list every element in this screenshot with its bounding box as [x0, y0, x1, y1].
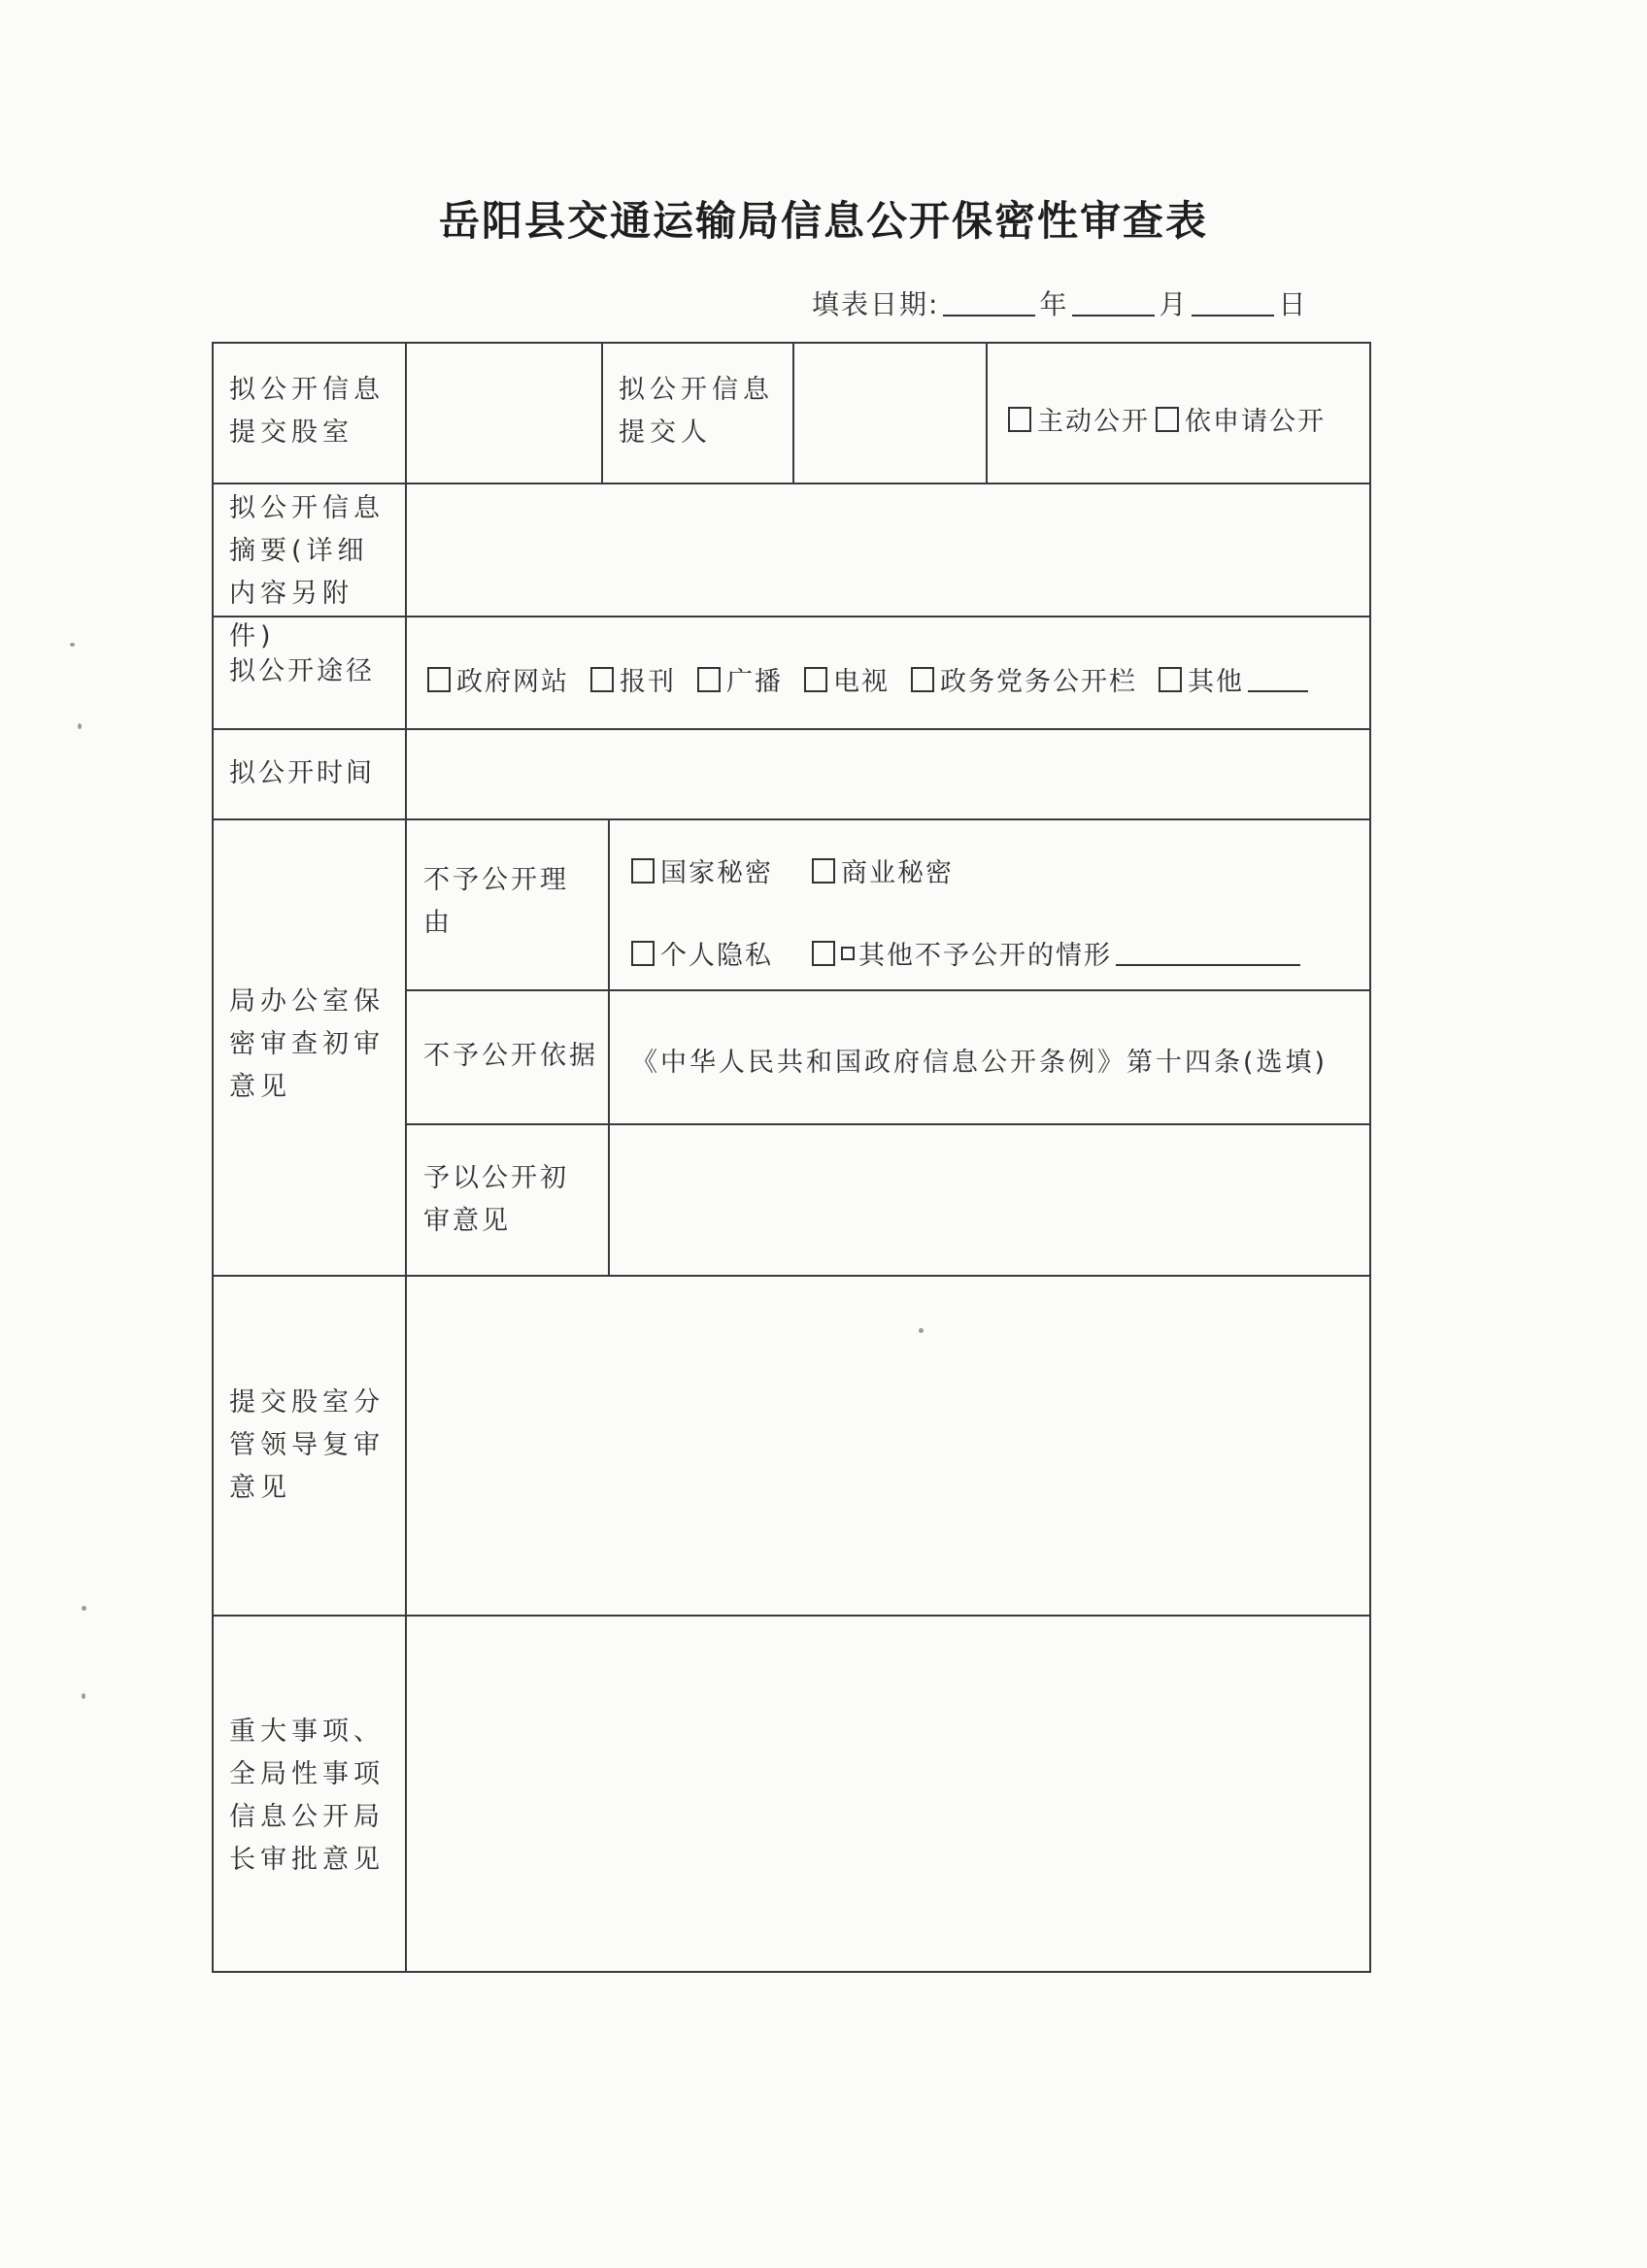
director-approval-field[interactable] [408, 1617, 1367, 1969]
channel-checkbox[interactable] [1159, 667, 1182, 692]
other-reason-inline-box [841, 947, 855, 960]
fill-date-label: 填表日期: [812, 288, 940, 320]
row-divider [212, 818, 1371, 820]
director-approval-label: 重大事项、全局性事项信息公开局长审批意见 [229, 1717, 385, 1875]
other-reason-checkbox[interactable] [812, 941, 835, 966]
other-channel-blank[interactable] [1248, 688, 1308, 692]
submitter-field[interactable] [794, 344, 985, 482]
reason-option[interactable] [631, 851, 954, 889]
year-label: 年 [1039, 288, 1069, 320]
approve-review-field[interactable] [611, 1125, 1367, 1273]
table-border-right [1369, 342, 1371, 1973]
publish-time-label: 拟公开时间 [229, 758, 375, 788]
no-publish-basis-label: 不予公开依据 [423, 1041, 598, 1071]
submit-dept-field[interactable] [408, 344, 600, 482]
channel-option-label: 报刊 [620, 667, 676, 697]
reason-label: 商业秘密 [841, 858, 954, 888]
state-secret-checkbox[interactable] [631, 858, 655, 884]
business-secret-checkbox[interactable] [812, 858, 835, 884]
approve-review-label: 予以公开初审意见 [423, 1163, 569, 1236]
basis-text: 《中华人民共和国政府信息公开条例》第十四条(选填) [631, 1048, 1328, 1078]
active-publish-label: 主动公开 [1037, 407, 1150, 437]
privacy-checkbox[interactable] [631, 941, 655, 966]
label-column-divider [405, 342, 407, 1973]
active-publish-checkbox[interactable] [1008, 407, 1031, 432]
channel-option-label: 政务党务公开栏 [940, 667, 1137, 697]
reason-label: 其他不予公开的情形 [858, 941, 1112, 971]
month-blank[interactable] [1072, 309, 1155, 317]
summary-field[interactable] [408, 484, 1367, 615]
channel-checkbox[interactable] [590, 667, 614, 692]
sub-label-divider [608, 818, 610, 1276]
table-border-top [212, 342, 1371, 344]
other-reason-blank[interactable] [1116, 962, 1300, 966]
publish-time-field[interactable] [408, 730, 1367, 817]
channel-checkbox[interactable] [427, 667, 451, 692]
scan-speck [82, 1606, 86, 1611]
day-blank[interactable] [1192, 309, 1274, 317]
channel-option-label: 广播 [726, 667, 783, 697]
submitter-label: 拟公开信息提交人 [619, 375, 774, 448]
request-publish-checkbox[interactable] [1156, 407, 1179, 432]
channel-options [427, 660, 1308, 698]
day-label: 日 [1278, 288, 1308, 320]
table-border-bottom [212, 1971, 1371, 1973]
submit-dept-label: 拟公开信息提交股室 [229, 375, 385, 448]
reason-label: 国家秘密 [660, 858, 773, 888]
scan-speck [919, 1328, 924, 1333]
scan-speck [70, 643, 75, 647]
summary-label: 拟公开信息摘要(详细内容另附件) [229, 493, 385, 651]
channel-option-label: 政府网站 [456, 667, 569, 697]
fill-date-line [812, 284, 1307, 322]
channel-checkbox[interactable] [911, 667, 934, 692]
leader-review-field[interactable] [408, 1277, 1367, 1613]
leader-review-label: 提交股室分管领导复审意见 [229, 1387, 385, 1503]
channel-option-label: 其他 [1188, 667, 1244, 697]
scan-speck [82, 1693, 85, 1699]
active-publish-option[interactable] [1008, 400, 1326, 438]
scan-speck [78, 723, 82, 729]
reason-label: 个人隐私 [660, 941, 773, 971]
no-publish-reason-label: 不予公开理由 [423, 865, 569, 938]
cell-divider [601, 342, 603, 484]
row-divider [406, 989, 1371, 991]
cell-divider [986, 342, 988, 484]
year-blank[interactable] [943, 309, 1035, 317]
month-label: 月 [1159, 288, 1189, 320]
channel-label: 拟公开途径 [229, 656, 375, 686]
table-border-left [212, 342, 214, 1973]
office-review-label: 局办公室保密审查初审意见 [229, 986, 385, 1102]
channel-checkbox[interactable] [804, 667, 827, 692]
request-publish-label: 依申请公开 [1185, 407, 1326, 437]
form-title: 岳阳县交通运输局信息公开保密性审查表 [438, 197, 1208, 245]
channel-option-label: 电视 [833, 667, 890, 697]
channel-checkbox[interactable] [697, 667, 721, 692]
reason-option[interactable] [631, 934, 1300, 972]
